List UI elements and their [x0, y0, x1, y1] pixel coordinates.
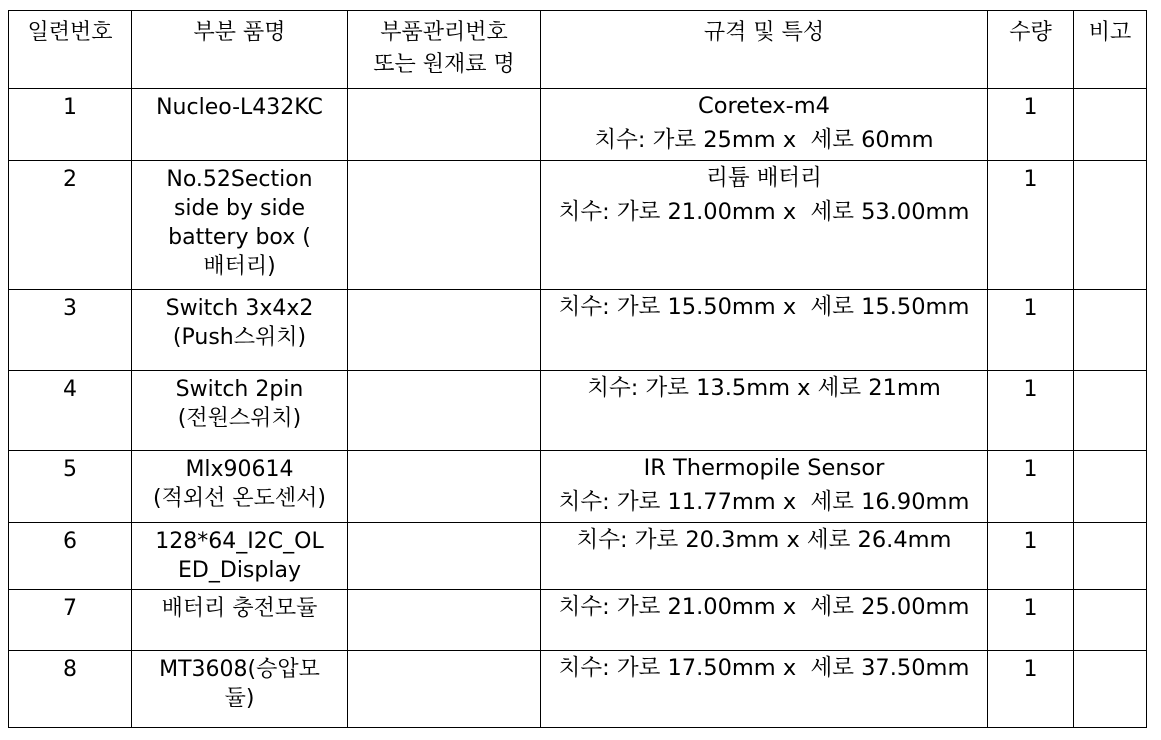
qty-value: 1 [1023, 296, 1038, 321]
part-name-line: 128*64_I2C_OL [155, 529, 324, 554]
cell-part-name [132, 523, 348, 590]
spec-line: 치수: 가로 17.50mm x 세로 37.50mm [558, 655, 970, 681]
spec-line: 치수: 가로 25mm x 세로 60mm [594, 127, 934, 153]
cell-serial [9, 89, 132, 161]
header-spec [541, 11, 988, 89]
serial-number: 1 [63, 95, 77, 120]
cell-remarks [1074, 523, 1147, 590]
qty-value: 1 [1023, 596, 1038, 621]
header-mgmt-no [348, 11, 541, 89]
spec-line: 리튬 배터리 [706, 165, 822, 191]
part-name-line: No.52Section [166, 167, 313, 192]
cell-mgmt-no [348, 523, 541, 590]
qty-value: 1 [1023, 529, 1038, 554]
table-body [9, 89, 1147, 728]
cell-remarks [1074, 290, 1147, 371]
header-mgmt-no-line2: 또는 원재료 명 [373, 52, 515, 77]
qty-value: 1 [1023, 377, 1038, 402]
cell-part-name [132, 89, 348, 161]
cell-remarks [1074, 590, 1147, 651]
serial-number: 2 [63, 167, 77, 192]
cell-qty [988, 451, 1074, 523]
parts-table-container [8, 10, 1147, 728]
cell-qty [988, 371, 1074, 451]
header-mgmt-no-line1: 부품관리번호 [380, 20, 508, 45]
cell-serial [9, 161, 132, 290]
cell-spec [541, 451, 988, 523]
cell-part-name [132, 651, 348, 728]
part-name-line: Switch 3x4x2 [165, 296, 314, 321]
cell-mgmt-no [348, 290, 541, 371]
cell-mgmt-no [348, 651, 541, 728]
header-part-name-label: 부분 품명 [193, 20, 286, 45]
parts-table [8, 10, 1147, 728]
cell-serial [9, 290, 132, 371]
cell-mgmt-no [348, 89, 541, 161]
cell-part-name [132, 290, 348, 371]
header-serial-label: 일련번호 [27, 20, 113, 45]
part-name-line: (전원스위치) [177, 406, 302, 431]
table-row [9, 451, 1147, 523]
header-row [9, 11, 1147, 89]
header-remarks-label: 비고 [1088, 20, 1132, 45]
cell-spec [541, 590, 988, 651]
cell-serial [9, 590, 132, 651]
serial-number: 3 [63, 296, 77, 321]
cell-mgmt-no [348, 371, 541, 451]
spec-line: 치수: 가로 20.3mm x 세로 26.4mm [576, 527, 952, 553]
cell-remarks [1074, 371, 1147, 451]
spec-line: Coretex-m4 [697, 93, 830, 119]
cell-spec [541, 89, 988, 161]
header-serial [9, 11, 132, 89]
part-name-line: side by side [173, 196, 306, 221]
part-name-line: MT3608(승압모 [159, 657, 320, 682]
cell-qty [988, 161, 1074, 290]
cell-part-name [132, 161, 348, 290]
serial-number: 7 [63, 596, 77, 621]
cell-spec [541, 290, 988, 371]
header-part-name [132, 11, 348, 89]
header-qty-label: 수량 [1009, 20, 1052, 45]
part-name-line: 듈) [224, 686, 255, 711]
part-name-line: (적외선 온도센서) [153, 486, 326, 511]
cell-qty [988, 290, 1074, 371]
serial-number: 6 [63, 529, 77, 554]
cell-remarks [1074, 451, 1147, 523]
qty-value: 1 [1023, 167, 1038, 192]
table-row [9, 523, 1147, 590]
qty-value: 1 [1023, 95, 1038, 120]
header-spec-label: 규격 및 특성 [703, 20, 825, 45]
part-name-line: ED_Display [178, 558, 301, 583]
cell-mgmt-no [348, 161, 541, 290]
cell-part-name [132, 451, 348, 523]
cell-qty [988, 590, 1074, 651]
cell-remarks [1074, 161, 1147, 290]
spec-line: 치수: 가로 11.77mm x 세로 16.90mm [558, 489, 970, 515]
spec-line: 치수: 가로 15.50mm x 세로 15.50mm [558, 294, 970, 320]
spec-line: 치수: 가로 21.00mm x 세로 25.00mm [558, 594, 970, 620]
cell-qty [988, 651, 1074, 728]
cell-serial [9, 523, 132, 590]
serial-number: 4 [63, 377, 77, 402]
header-remarks [1074, 11, 1147, 89]
table-row [9, 89, 1147, 161]
cell-remarks [1074, 89, 1147, 161]
cell-qty [988, 523, 1074, 590]
cell-serial [9, 651, 132, 728]
cell-mgmt-no [348, 590, 541, 651]
table-row [9, 651, 1147, 728]
qty-value: 1 [1023, 457, 1038, 482]
part-name-line: Nucleo-L432KC [156, 95, 323, 120]
part-name-line: 배터리) [203, 254, 276, 279]
cell-spec [541, 651, 988, 728]
cell-remarks [1074, 651, 1147, 728]
part-name-line: Mlx90614 [185, 457, 294, 482]
serial-number: 8 [63, 657, 77, 682]
qty-value: 1 [1023, 657, 1038, 682]
part-name-line: Switch 2pin [175, 377, 304, 402]
part-name-line: battery box ( [168, 225, 311, 250]
table-row [9, 590, 1147, 651]
cell-mgmt-no [348, 451, 541, 523]
cell-part-name [132, 590, 348, 651]
spec-line: 치수: 가로 13.5mm x 세로 21mm [587, 375, 941, 401]
header-qty [988, 11, 1074, 89]
cell-serial [9, 371, 132, 451]
cell-spec [541, 371, 988, 451]
spec-line: 치수: 가로 21.00mm x 세로 53.00mm [558, 199, 970, 225]
cell-spec [541, 161, 988, 290]
serial-number: 5 [63, 457, 77, 482]
part-name-line: 배터리 충전모듈 [161, 596, 318, 621]
cell-qty [988, 89, 1074, 161]
spec-line: IR Thermopile Sensor [643, 455, 885, 481]
cell-spec [541, 523, 988, 590]
cell-part-name [132, 371, 348, 451]
table-row [9, 290, 1147, 371]
part-name-line: (Push스위치) [172, 325, 307, 350]
table-row [9, 161, 1147, 290]
table-row [9, 371, 1147, 451]
cell-serial [9, 451, 132, 523]
